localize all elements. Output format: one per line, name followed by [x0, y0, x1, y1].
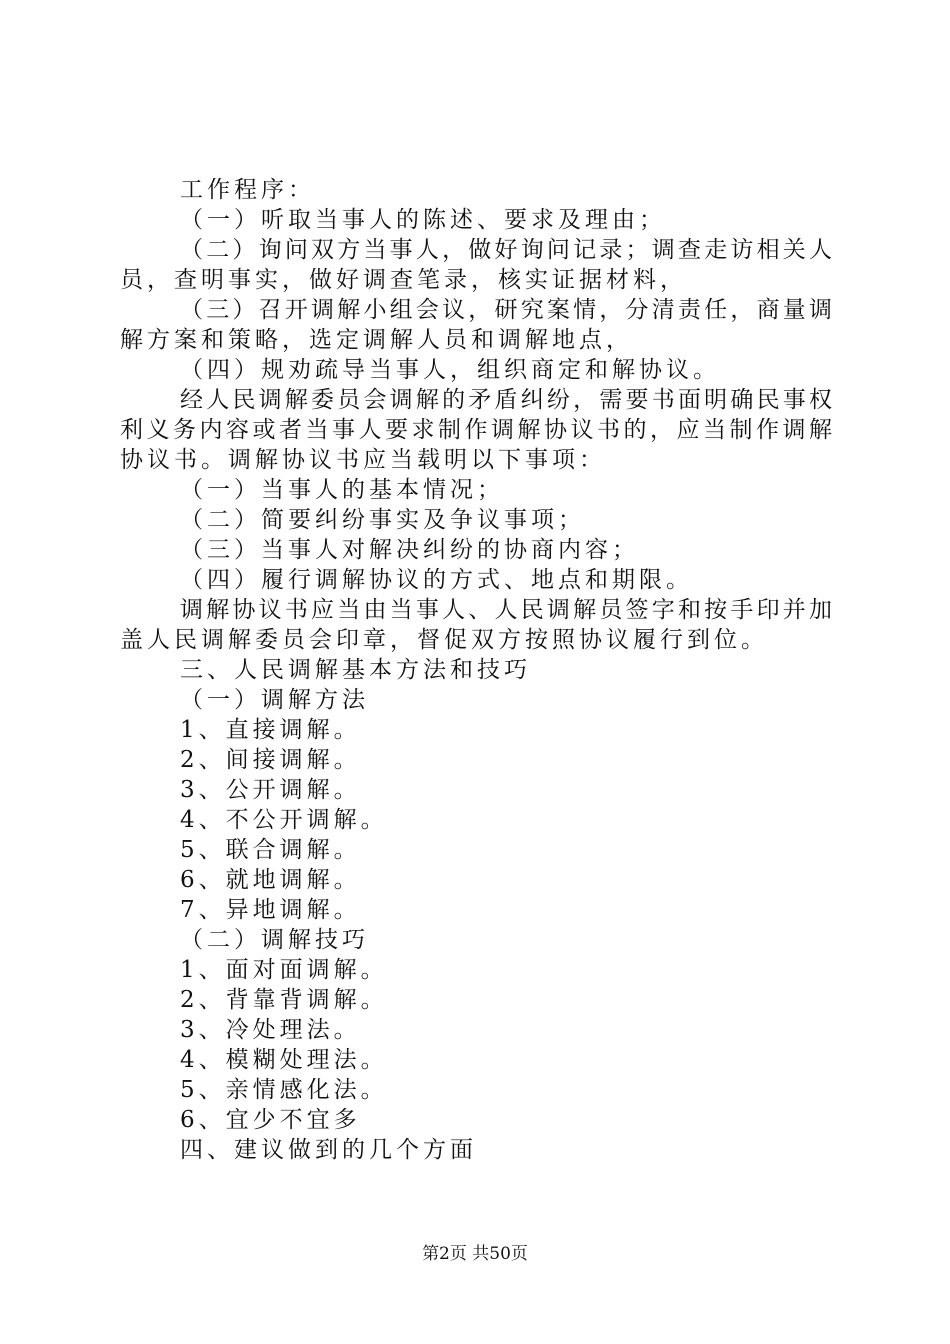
text-line: （四）履行调解协议的方式、地点和期限。 [180, 567, 693, 593]
text-line: 4、不公开调解。 [180, 807, 388, 833]
text-line: （三）召开调解小组会议，研究案情，分清责任，商量调 [180, 297, 832, 323]
text-line: 员，查明事实，做好调查笔录，核实证据材料， [120, 267, 687, 293]
text-line: 3、冷处理法。 [180, 1017, 361, 1043]
text-line: 5、联合调解。 [180, 837, 361, 863]
text-line: 协议书。调解协议书应当载明以下事项： [120, 447, 606, 473]
text-line: 4、模糊处理法。 [180, 1047, 388, 1073]
text-line: 工作程序： [180, 177, 315, 203]
text-line: 经人民调解委员会调解的矛盾纠纷，需要书面明确民事权 [180, 387, 832, 413]
text-line: （四）规劝疏导当事人，组织商定和解协议。 [180, 357, 720, 383]
text-line: （一）当事人的基本情况； [180, 477, 504, 503]
text-line: 三、人民调解基本方法和技巧 [180, 657, 531, 683]
text-line: 7、异地调解。 [180, 897, 361, 923]
text-line: （一）听取当事人的陈述、要求及理由； [180, 207, 666, 233]
text-line: 解方案和策略，选定调解人员和调解地点， [120, 327, 633, 353]
text-line: （二）调解技巧 [180, 927, 369, 953]
text-line: 5、亲情感化法。 [180, 1077, 388, 1103]
text-line: 2、间接调解。 [180, 747, 361, 773]
text-line: 利义务内容或者当事人要求制作调解协议书的，应当制作调解 [120, 417, 832, 443]
text-line: 1、直接调解。 [180, 717, 361, 743]
text-line: （三）当事人对解决纠纷的协商内容； [180, 537, 639, 563]
text-line: （一）调解方法 [180, 687, 369, 713]
text-line: 四、建议做到的几个方面 [180, 1137, 477, 1163]
text-line: 6、宜少不宜多 [180, 1107, 361, 1133]
text-line: 盖人民调解委员会印章，督促双方按照协议履行到位。 [120, 627, 768, 653]
text-line: 3、公开调解。 [180, 777, 361, 803]
text-line: 6、就地调解。 [180, 867, 361, 893]
text-line: 2、背靠背调解。 [180, 987, 388, 1013]
page-footer: 第2页 共50页 [422, 1244, 528, 1264]
document-body [120, 175, 832, 1165]
text-line: 调解协议书应当由当事人、人民调解员签字和按手印并加 [180, 597, 832, 623]
text-line: 1、面对面调解。 [180, 957, 388, 983]
text-line: （二）简要纠纷事实及争议事项； [180, 507, 585, 533]
text-line: （二）询问双方当事人，做好询问记录；调查走访相关人 [180, 237, 832, 263]
